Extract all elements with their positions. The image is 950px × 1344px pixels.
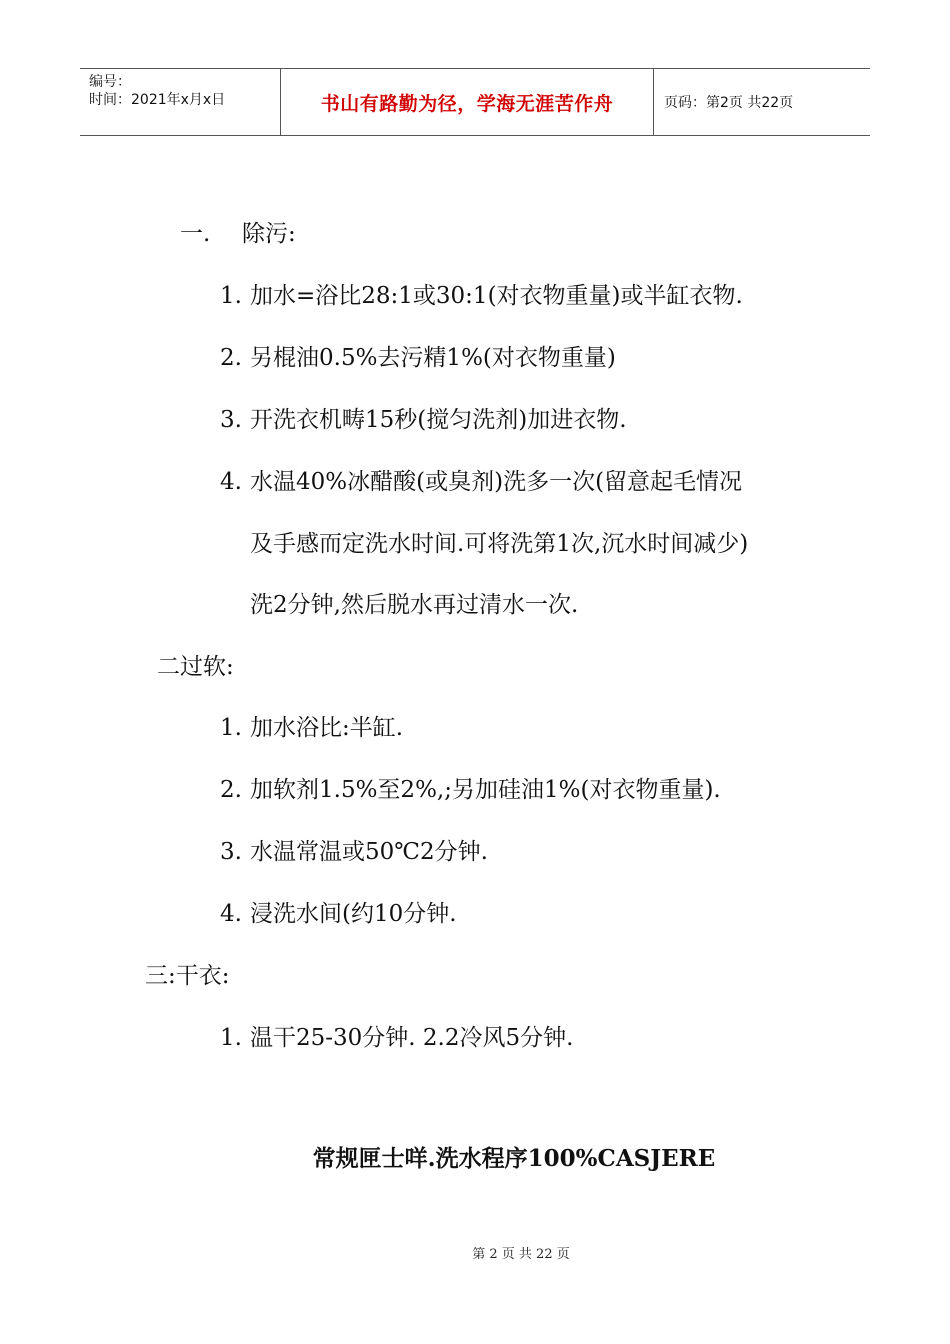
item-text: 水温常温或50℃2分钟. — [250, 839, 488, 865]
section-1-mark: 一. — [180, 221, 211, 247]
section-1-heading — [180, 219, 296, 249]
list-item — [220, 405, 627, 435]
time-label: 时间：2021年x月x日 — [89, 92, 226, 108]
list-item — [220, 343, 616, 373]
list-item-continuation: 及手感而定洗水时间.可将洗第1次,沉水时间减少) — [250, 531, 749, 557]
item-text: 浸洗水间(约10分钟. — [250, 901, 457, 927]
item-text: 加软剂1.5%至2%,;另加硅油1%(对衣物重量). — [250, 777, 721, 803]
item-text: 加水浴比:半缸. — [250, 715, 404, 741]
item-number: 4. — [220, 469, 242, 495]
section-2-heading: 二过软: — [157, 654, 234, 680]
procedure-title: 常规匣士咩.洗水程序100%CASJERE — [312, 1145, 716, 1172]
item-number: 3. — [220, 839, 242, 865]
header-motto: 书山有路勤为径，学海无涯苦作舟 — [281, 69, 654, 135]
item-number: 3. — [220, 407, 242, 433]
list-item — [220, 281, 743, 311]
code-label: 编号： — [89, 74, 131, 90]
document-header — [80, 68, 870, 136]
page-footer: 第 2 页 共 22 页 — [472, 1247, 570, 1262]
item-number: 2. — [220, 345, 242, 371]
list-item — [220, 899, 457, 929]
section-3-heading: 三:干衣: — [145, 963, 230, 989]
list-item-continuation: 洗2分钟,然后脱水再过清水一次. — [250, 592, 579, 618]
list-item — [220, 467, 742, 497]
item-text: 开洗衣机畴15秒(搅匀洗剂)加进衣物. — [250, 407, 627, 433]
header-meta — [80, 69, 281, 135]
item-number: 1. — [220, 283, 242, 309]
header-page-info: 页码：第2页 共22页 — [664, 95, 794, 111]
list-item — [220, 837, 488, 867]
item-number: 2. — [220, 777, 242, 803]
item-text: 加水=浴比28:1或30:1(对衣物重量)或半缸衣物. — [250, 283, 743, 309]
list-item — [220, 775, 721, 805]
item-text: 温干25-30分钟. 2.2冷风5分钟. — [250, 1025, 574, 1051]
item-number: 4. — [220, 901, 242, 927]
item-number: 1. — [220, 715, 242, 741]
item-text: 水温40%冰醋酸(或臭剂)洗多一次(留意起毛情况 — [250, 469, 743, 495]
section-1-title: 除污: — [242, 221, 296, 247]
list-item — [220, 713, 403, 743]
list-item — [220, 1023, 573, 1053]
item-number: 1. — [220, 1025, 242, 1051]
item-text: 另棍油0.5%去污精1%(对衣物重量) — [250, 345, 616, 371]
